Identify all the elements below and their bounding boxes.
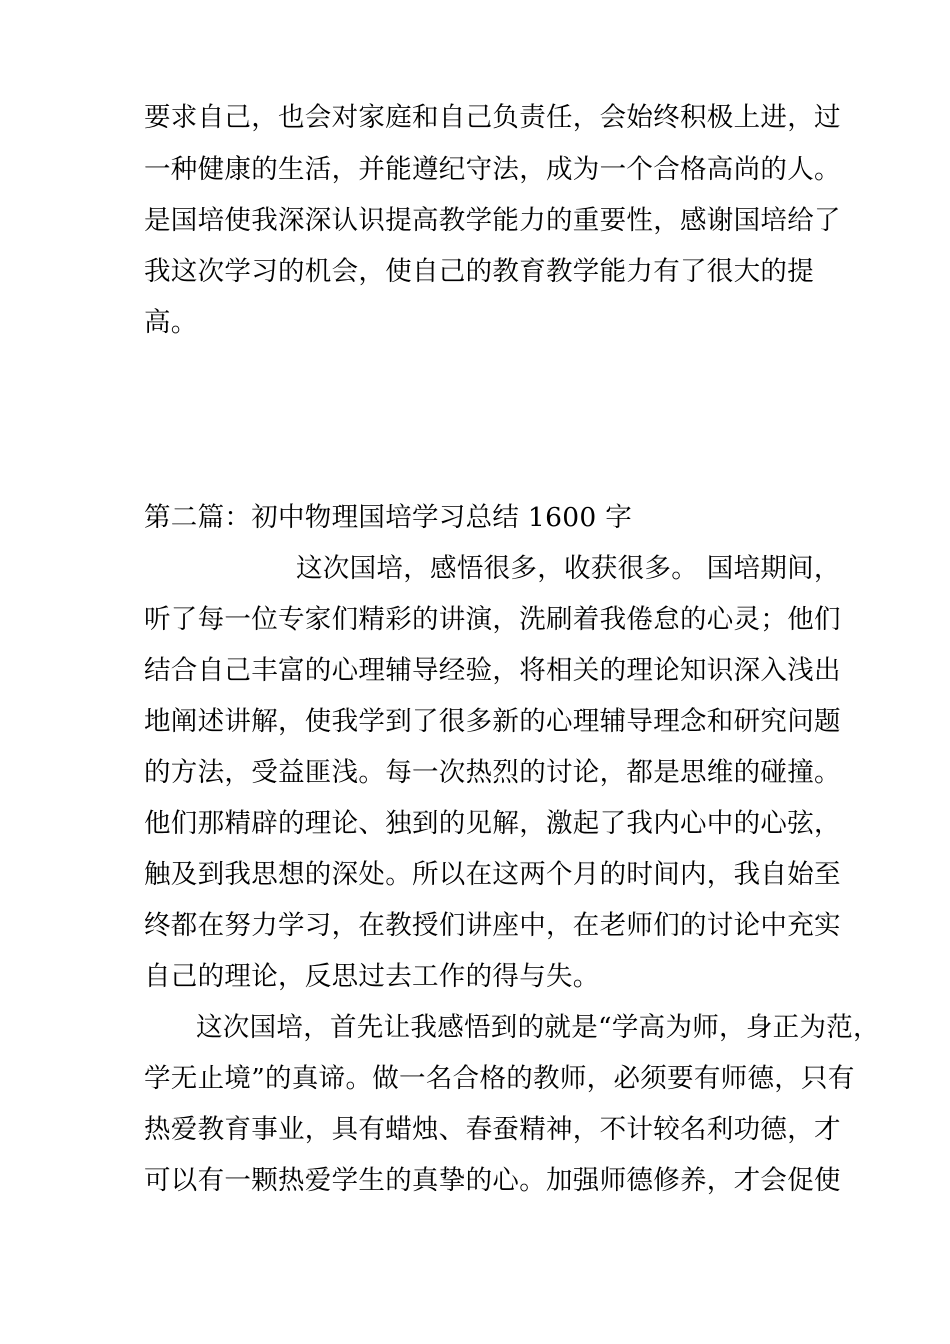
text-line: 这次国培，感悟很多，收获很多。 国培期间， xyxy=(296,553,841,584)
text-line: 触及到我思想的深处。所以在这两个月的时间内，我自始至 xyxy=(144,859,841,890)
text-line: 要求自己，也会对家庭和自己负责任，会始终积极上进，过 xyxy=(144,102,841,133)
text-line: 自己的理论，反思过去工作的得与失。 xyxy=(144,961,600,992)
text-line: 这次国培，首先让我感悟到的就是“学高为师，身正为范， xyxy=(196,1012,880,1043)
text-line: 的方法，受益匪浅。每一次热烈的讨论，都是思维的碰撞。 xyxy=(144,757,841,788)
text-line: 结合自己丰富的心理辅导经验，将相关的理论知识深入浅出 xyxy=(144,655,841,686)
text-line: 学无止境”的真谛。做一名合格的教师，必须要有师德，只有 xyxy=(144,1063,855,1094)
text-line: 可以有一颗热爱学生的真挚的心。加强师德修养，才会促使 xyxy=(144,1165,841,1196)
text-line: 终都在努力学习，在教授们讲座中，在老师们的讨论中充实 xyxy=(144,910,841,941)
text-line: 地阐述讲解，使我学到了很多新的心理辅导理念和研究问题 xyxy=(144,706,841,737)
text-line: 听了每一位专家们精彩的讲演，洗刷着我倦怠的心灵；他们 xyxy=(144,604,841,635)
text-line: 一种健康的生活，并能遵纪守法，成为一个合格高尚的人。 xyxy=(144,154,841,185)
text-line: 高。 xyxy=(144,307,198,338)
text-line: 他们那精辟的理论、独到的见解，激起了我内心中的心弦， xyxy=(144,808,841,839)
text-line: 我这次学习的机会，使自己的教育教学能力有了很大的提 xyxy=(144,256,814,287)
text-line: 热爱教育事业，具有蜡烛、春蚕精神，不计较名利功德，才 xyxy=(144,1114,841,1145)
section-heading: 第二篇：初中物理国培学习总结 1600 字 xyxy=(144,502,633,533)
text-line: 是国培使我深深认识提高教学能力的重要性，感谢国培给了 xyxy=(144,205,841,236)
